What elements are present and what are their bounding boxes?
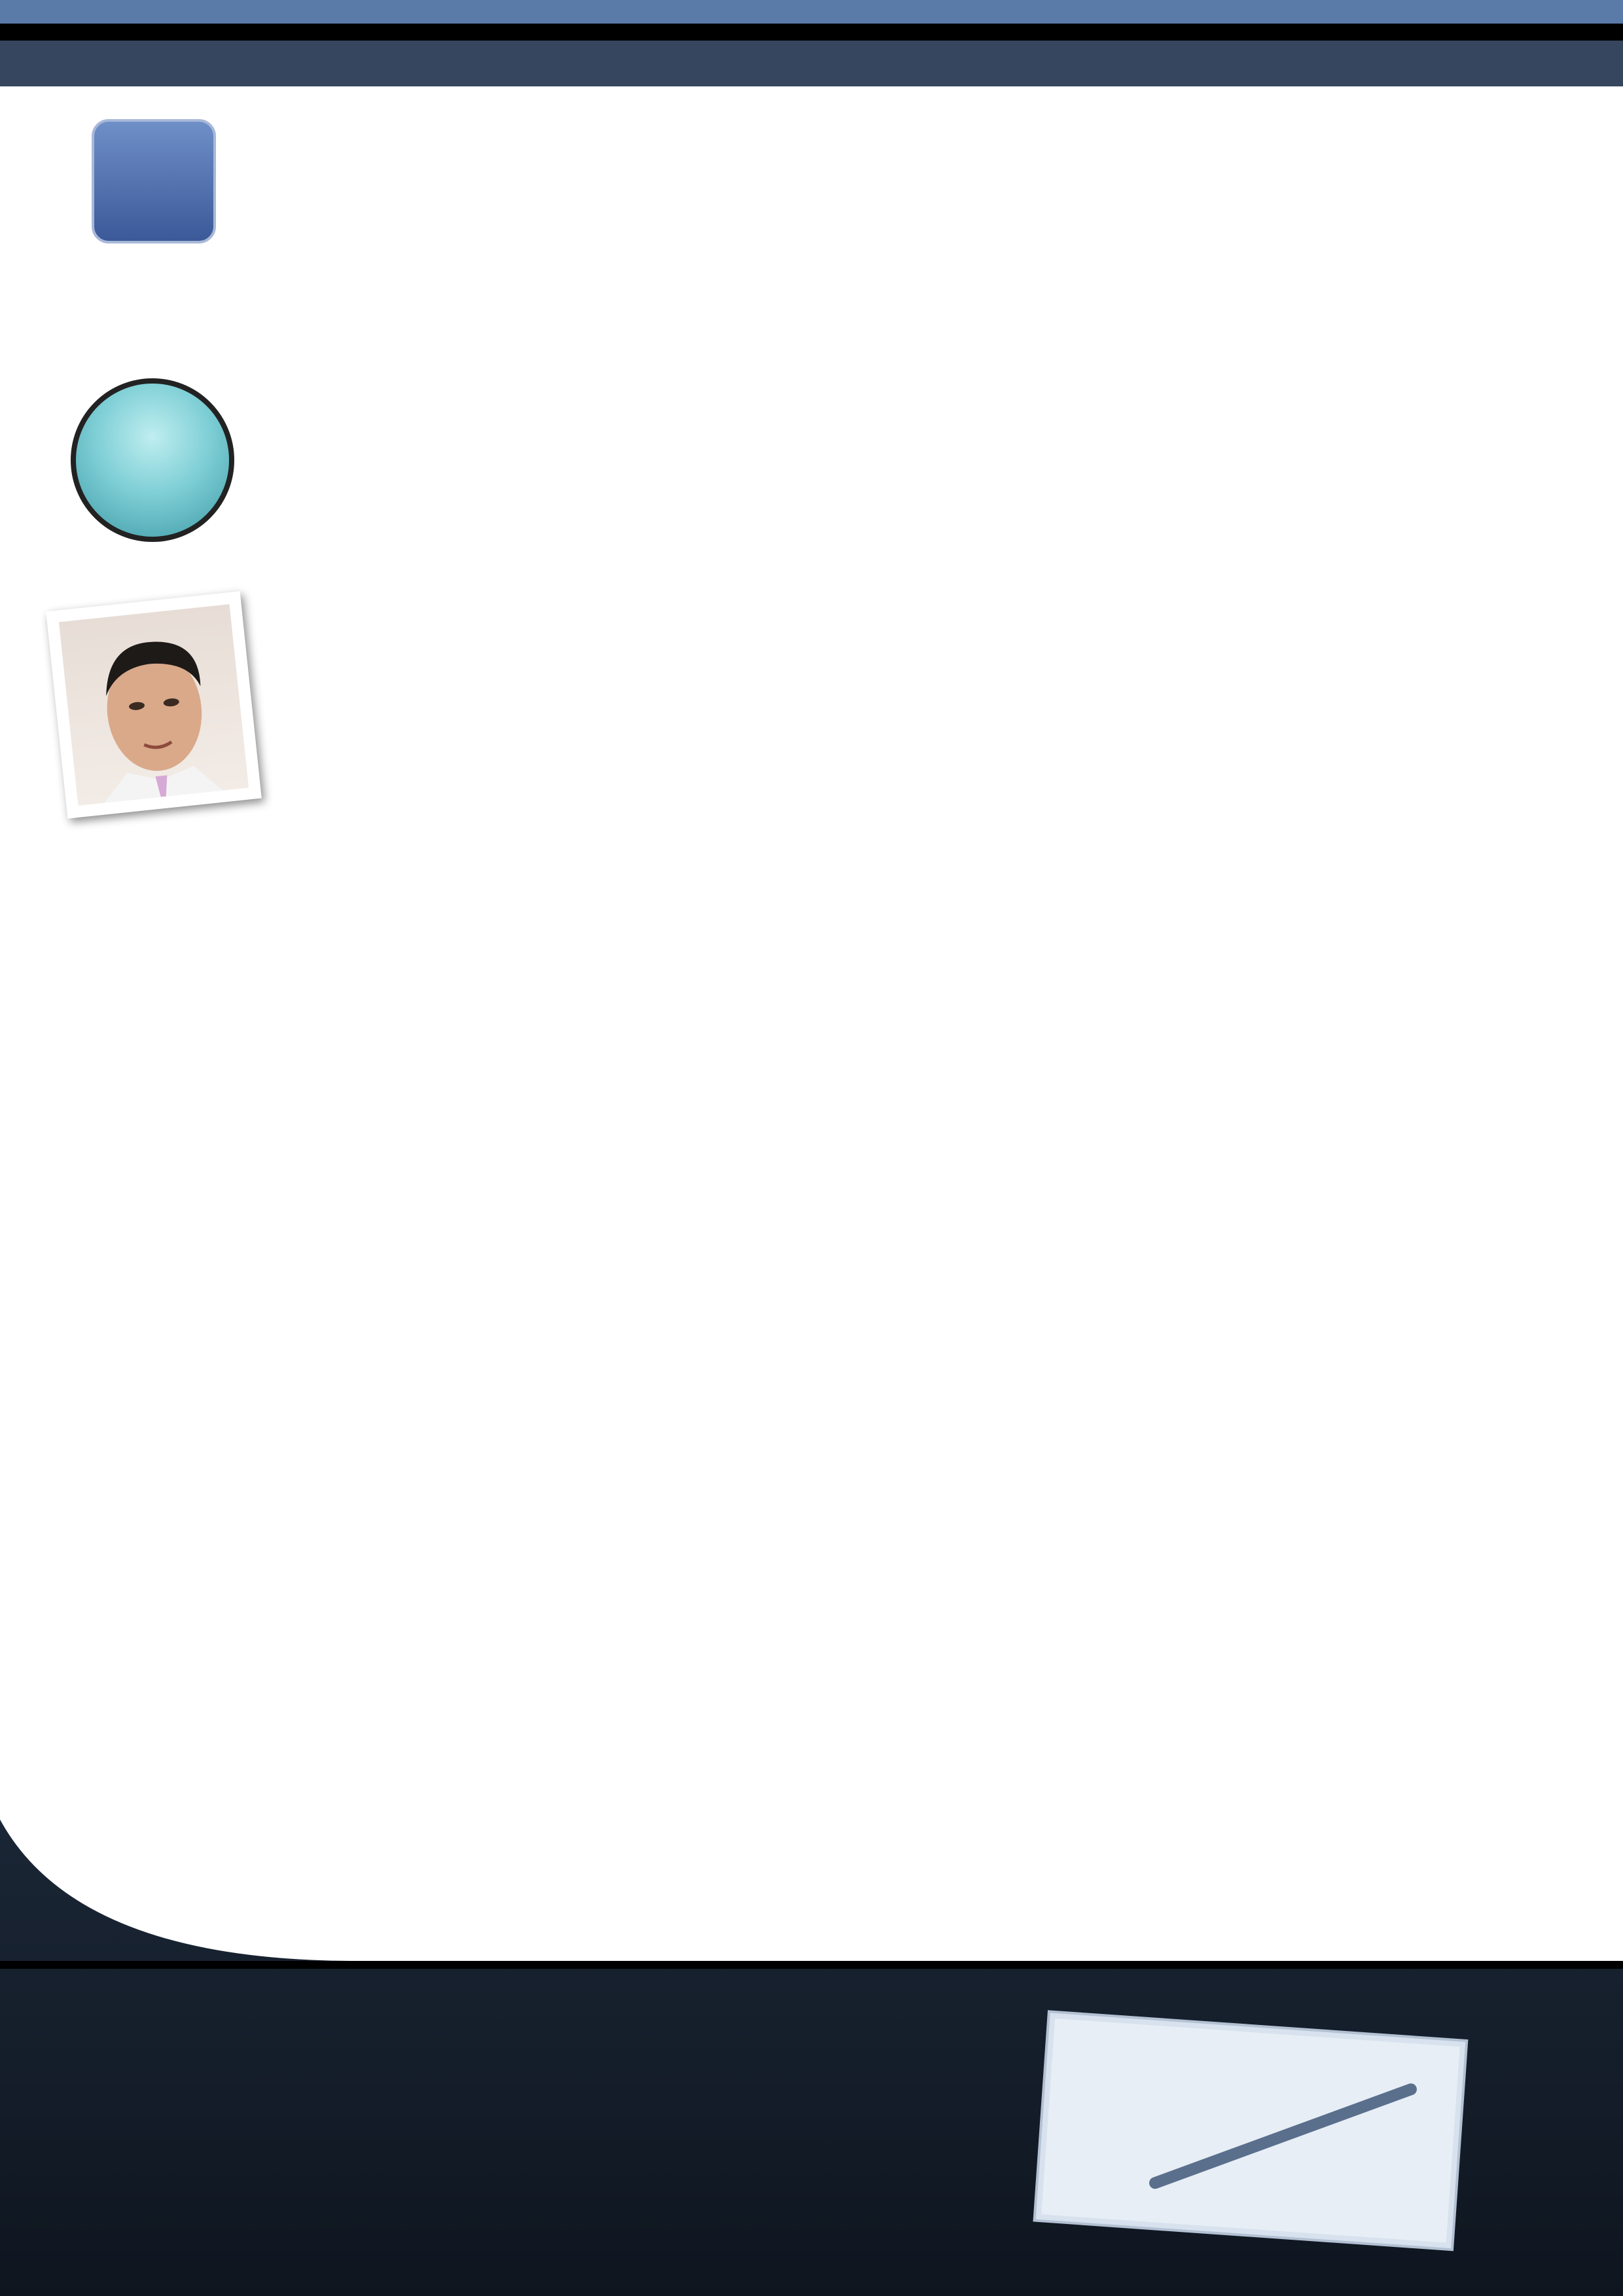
chorus-chords-2 [0,1083,1623,1124]
piano-background [0,1767,1623,2296]
top-accent-bar [0,0,1623,24]
chorus-chords-3 [0,1219,1623,1261]
outro-chords-1 [0,1566,1623,1607]
chorus-chords-1 [0,946,1623,988]
original-scale-badge [71,378,234,542]
outro-chords-2 [0,1702,1623,1744]
facebook-logo-icon[interactable] [92,119,216,243]
top-black-bar [0,24,1623,41]
verse-chords-2 [0,745,1623,787]
verse-chords-1 [0,609,1623,651]
notepad-image [1035,2011,1467,2250]
top-white-curve [0,41,1623,211]
chorus-chords-4 [0,1355,1623,1397]
